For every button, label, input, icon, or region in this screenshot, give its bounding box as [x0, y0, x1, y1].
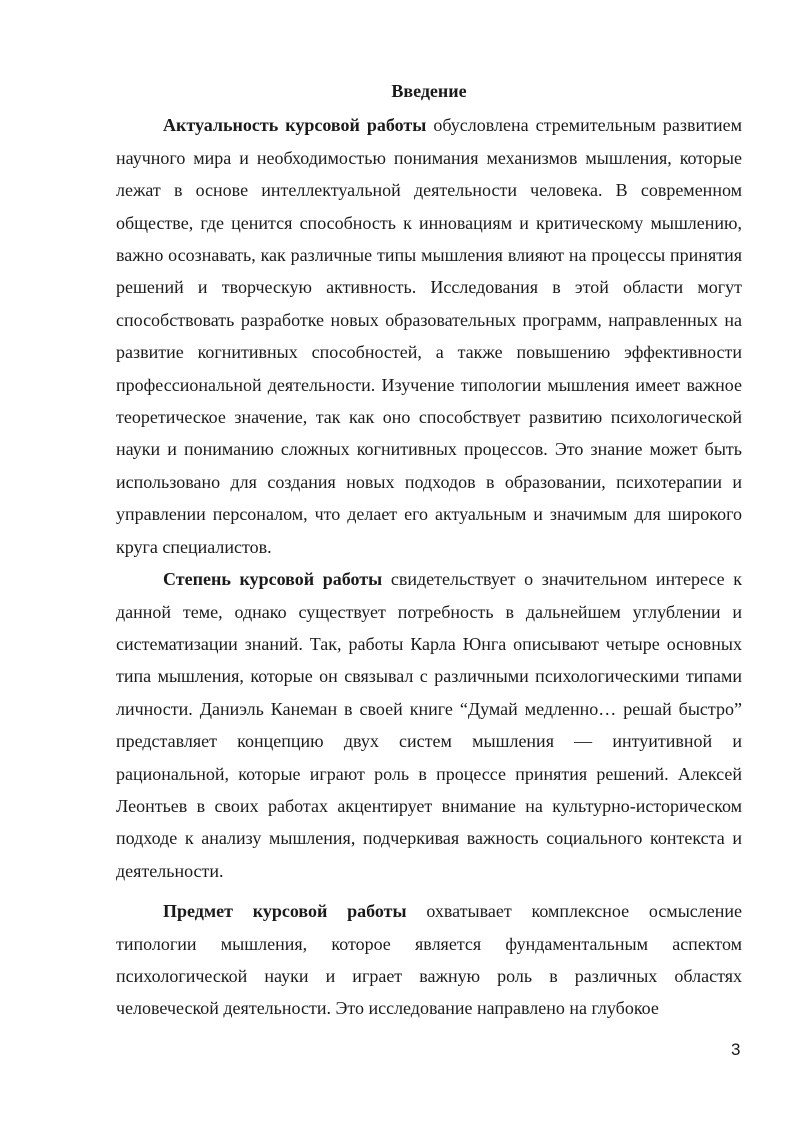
- paragraph-text: охватывает комплексное осмысление типологии мышления, которое является фундаментальным аспектом психологической науки и играет важную роль в различных областях человеческой деятельности. Это исследование направлено на глубокое: [116, 901, 743, 1019]
- paragraph-lead: Степень курсовой работы: [163, 569, 383, 590]
- page-number: 3: [731, 1040, 741, 1059]
- page-heading: Введение: [391, 81, 467, 101]
- paragraph-relevance: [116, 109, 742, 563]
- paragraph-lead: Предмет курсовой работы: [163, 901, 407, 922]
- paragraph-text: обусловлена стремительным развитием научного мира и необходимостью понимания механизмов мышления, которые лежат в основе интеллектуальной деятельности человека. В современном обществе, где ценится способность к инновациям и критическому мышлению, важно осознавать, как различные типы мышления влияют на процессы принятия решений и творческую активность. Исследования в этой области могут способствовать разработке новых образовательных программ, направленных на развитие когнитивных способностей, а также повышению эффективности профессиональной деятельности. Изучение типологии мышления имеет важное теоретическое значение, так как оно способствует развитию психологической науки и пониманию сложных когнитивных процессов. Это знание может быть использовано для создания новых подходов в образовании, психотерапии и управлении персоналом, что делает его актуальным и значимым для широкого круга специалистов.: [116, 115, 742, 557]
- page-body: [116, 75, 742, 1025]
- paragraph-subject: [116, 895, 742, 1025]
- paragraph-text: свидетельствует о значительном интересе к данной теме, однако существует потребность в дальнейшем углублении и систематизации знаний. Так, работы Карла Юнга описывают четыре основных типа мышления, которые он связывал с различными психологическими типами личности. Даниэль Канеман в своей книге “Думай медленно… решай быстро” представляет концепцию двух систем мышления — интуитивной и рациональной, которые играют роль в процессе принятия решений. Алексей Леонтьев в своих работах акцентирует внимание на культурно-историческом подходе к анализу мышления, подчеркивая важность социального контекста и деятельности.: [116, 569, 742, 881]
- paragraph-degree: [116, 563, 742, 887]
- paragraph-lead: Актуальность курсовой работы: [163, 115, 427, 136]
